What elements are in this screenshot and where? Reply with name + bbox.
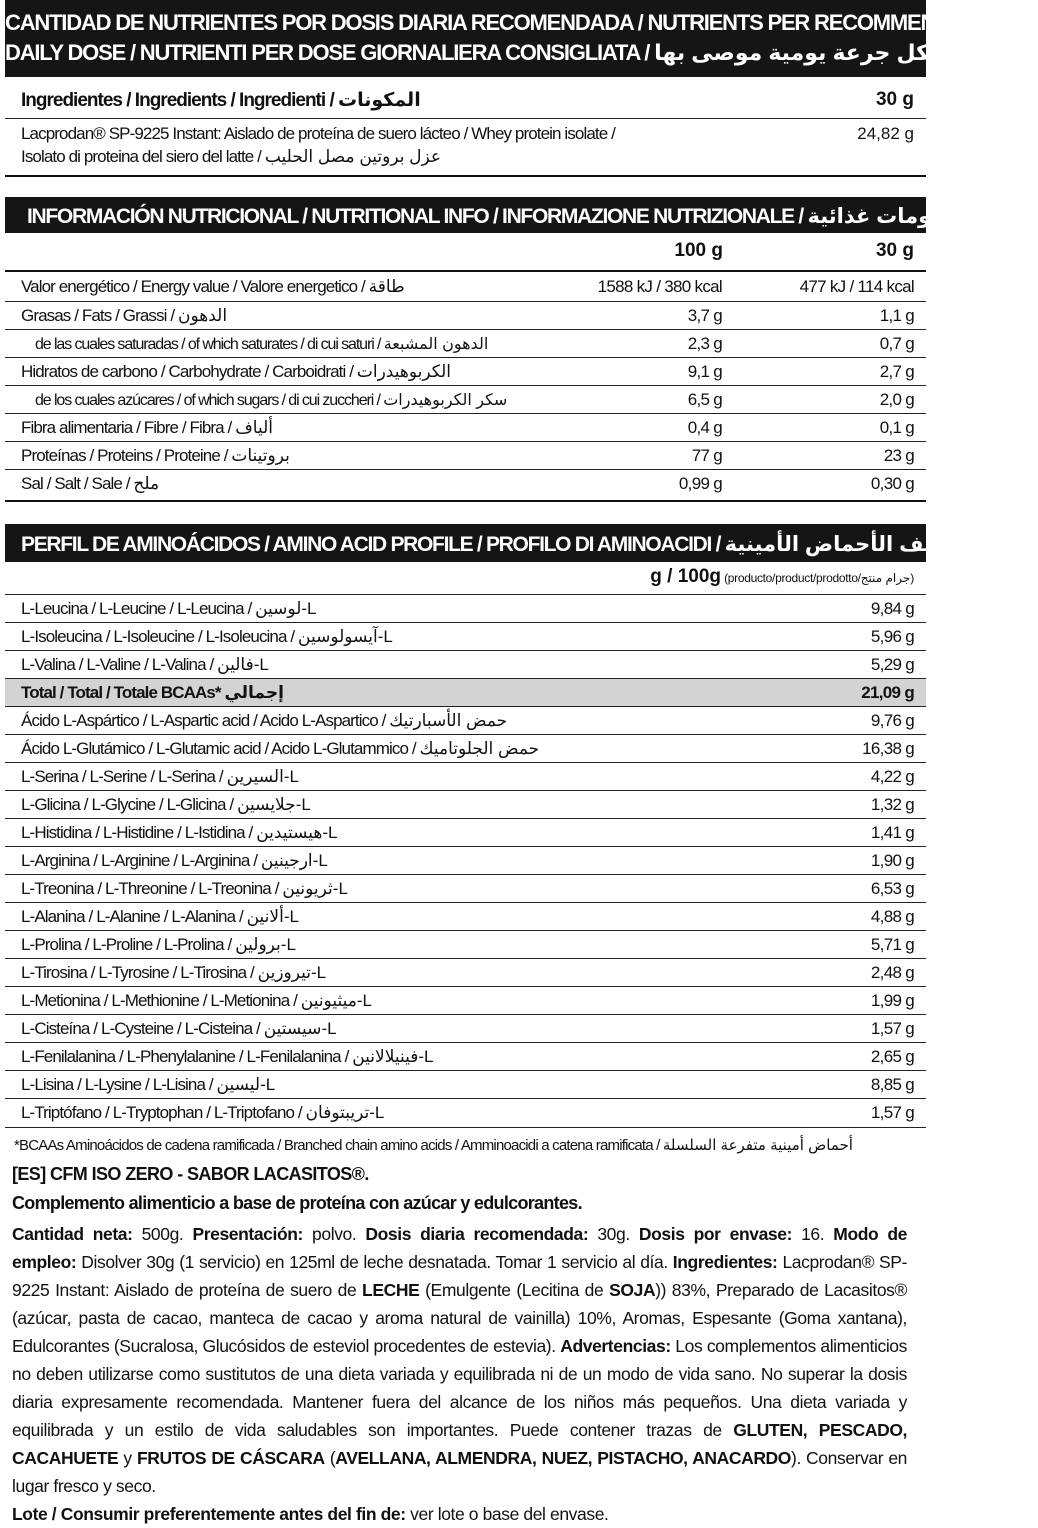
amino-row (5, 818, 926, 847)
amino-row (5, 1042, 926, 1071)
warnings-conj: y (118, 1448, 137, 1468)
nutrition-heading: INFORMACIÓN NUTRICIONAL / NUTRITIONAL INFO / INFORMAZIONE NUTRIZIONALE / معلومات غذائية (27, 205, 965, 228)
product-subtitle: Complemento alimenticio a base de proteína con azúcar y edulcorantes. (12, 1193, 582, 1213)
nutrition-label: Fibra alimentaria / Fibre / Fibra / ألياف (21, 418, 274, 437)
amino-row (5, 1014, 926, 1043)
nutrition-header (5, 197, 965, 233)
allergen-traces: GLUTEN, PESCADO, CACAHUETE (12, 1420, 907, 1468)
nutrition-value-100g: 2,3 g (687, 334, 722, 353)
nutrition-label: Grasas / Fats / Grassi / الدهون (21, 306, 228, 325)
amino-row (5, 650, 926, 679)
amino-label: L-Metionina / L-Methionine / L-Metionina / ميثيونين-L (21, 991, 372, 1010)
warnings-close: ). Conservar en lugar fresco y seco. (12, 1448, 908, 1496)
amino-total-row (5, 678, 926, 707)
nutrition-label: Hidratos de carbono / Carbohydrate / Carboidrati / الكربوهيدرات (21, 362, 451, 381)
amino-value: 9,84 g (870, 599, 914, 618)
bcaa-footnote: *BCAAs Aminoácidos de cadena ramificada / Branched chain amino acids / Amminoacidi a catena ramificata / أحماض أمينية متفرعة السلسلة (14, 1137, 853, 1154)
amino-label: L-Leucina / L-Leucine / L-Leucina / لوسين-L (21, 599, 316, 618)
amino-label: L-Lisina / L-Lysine / L-Lisina / ليسين-L (21, 1075, 275, 1094)
lot-label: Lote / Consumir preferentemente antes del fin de: (12, 1504, 406, 1524)
warnings-text: Los complementos alimenticios no deben utilizarse como sustitutos de una dieta variada y equilibrada ni de un modo de vida sano. No superar la dosis diaria expresamente recomendada. Mantener fuera del alcance de los niños más pequeños. Una dieta variada y equilibrada y un estilo de vida saludables son importantes. Puede contener trazas de (12, 1336, 907, 1440)
nutrition-value-100g: 0,99 g (678, 474, 722, 493)
allergen-soy: SOJA (609, 1280, 656, 1300)
amino-row (5, 790, 926, 819)
amino-value: 1,99 g (870, 991, 914, 1010)
net-label: Cantidad neta: (12, 1224, 133, 1244)
divider (5, 270, 926, 272)
header-daily-dose (5, 0, 1038, 77)
amino-row (5, 874, 926, 903)
amino-label: Total / Total / Totale BCAAs* إجمالي (21, 683, 284, 702)
amino-row (5, 734, 926, 763)
usage-label: Modo de empleo: (12, 1224, 907, 1272)
amino-label: L-Prolina / L-Proline / L-Prolina / برولين-L (21, 935, 296, 954)
divider (5, 1127, 926, 1128)
ingredients-dose: 30 g (875, 89, 914, 110)
presentation-label: Presentación: (192, 1224, 303, 1244)
ingredients-text-a: Lacprodan® SP-9225 Instant: Aislado de proteína de suero de (12, 1252, 908, 1300)
amino-row (5, 958, 926, 987)
amino-value: 2,65 g (870, 1047, 914, 1066)
amino-row (5, 1070, 926, 1099)
divider (5, 118, 926, 119)
nutrition-value-100g: 3,7 g (687, 306, 722, 325)
allergen-milk: LECHE (362, 1280, 420, 1300)
amino-value: 1,57 g (870, 1019, 914, 1038)
amino-unit-label (650, 566, 914, 588)
amino-label: L-Fenilalanina / L-Phenylalanine / L-Fenilalanina / فينيلالانين-L (21, 1047, 433, 1066)
amino-label: L-Serina / L-Serine / L-Serina / السيرين-L (21, 767, 299, 786)
amino-value: 2,48 g (870, 963, 914, 982)
amino-label: L-Glicina / L-Glycine / L-Glicina / جلايسين-L (21, 795, 310, 814)
nutrition-label: de los cuales azúcares / of which sugars / di cui zuccheri / سكر الكربوهيدرات (35, 392, 508, 409)
amino-row (5, 706, 926, 735)
nutrition-value-30g: 0,7 g (879, 334, 914, 353)
amino-label: L-Histidina / L-Histidine / L-Istidina / هيستيدين-L (21, 823, 337, 842)
nutrition-value-30g: 23 g (883, 446, 914, 465)
amino-value: 4,22 g (870, 767, 914, 786)
amino-value: 4,88 g (870, 907, 914, 926)
amino-value: 5,96 g (870, 627, 914, 646)
ingredient-value: 24,82 g (857, 124, 914, 143)
nutrition-row (5, 413, 926, 442)
nutrition-row (5, 329, 926, 358)
amino-value: 5,29 g (870, 655, 914, 674)
nutrition-label: Sal / Salt / Sale / ملح (21, 474, 160, 493)
doses-per-pack-label: Dosis por envase: (638, 1224, 793, 1244)
amino-unit-sub: (producto/product/prodotto/جرام منتج) (721, 571, 914, 585)
ingredients-text-c: )) 83%, Preparado de Lacasitos® (azúcar, pasta de cacao, manteca de cacao y aroma natural de vainilla) 10%, Aromas, Espesante (Goma xantana), Edulcorantes (Sucralosa, Glucósidos de esteviol procedentes de estevia). (12, 1280, 907, 1356)
amino-value: 1,57 g (870, 1103, 914, 1122)
nutrition-row (5, 273, 926, 301)
doses-per-pack-value: 16. (792, 1224, 834, 1244)
nutrition-value-30g: 0,1 g (879, 418, 914, 437)
nutrition-value-30g: 2,0 g (879, 390, 914, 409)
amino-value: 21,09 g (861, 683, 914, 702)
amino-label: L-Tirosina / L-Tyrosine / L-Tirosina / تيروزين-L (21, 963, 326, 982)
amino-label: L-Alanina / L-Alanine / L-Alanina / ألانين-L (21, 907, 299, 926)
nutrition-label: de las cuales saturadas / of which saturates / di cui saturi / الدهون المشبعة (35, 336, 489, 353)
nutrition-value-30g: 2,7 g (879, 362, 914, 381)
divider (5, 500, 926, 502)
amino-value: 1,32 g (870, 795, 914, 814)
nutrition-value-30g: 1,1 g (879, 306, 914, 325)
col-header-100g: 100 g (674, 240, 723, 261)
amino-label: L-Valina / L-Valine / L-Valina / فالين-L (21, 655, 268, 674)
warnings-open: ( (324, 1448, 336, 1468)
amino-label: L-Triptófano / L-Tryptophan / L-Triptofano / تريبتوفان-L (21, 1103, 384, 1122)
warnings-label: Advertencias: (560, 1336, 671, 1356)
nutrition-label: Proteínas / Proteins / Proteine / بروتينات (21, 446, 290, 465)
nutrition-value-100g: 1588 kJ / 380 kcal (597, 277, 722, 296)
amino-unit-main: g / 100g (650, 566, 722, 587)
amino-row (5, 1098, 926, 1127)
amino-heading: PERFIL DE AMINOÁCIDOS / AMINO ACID PROFILE / PROFILO DI AMINOACIDI / ملف تعريف الأحماض الأمينية (21, 533, 1018, 556)
nutrition-value-100g: 9,1 g (687, 362, 722, 381)
allergen-nuts: FRUTOS DE CÁSCARA (136, 1448, 325, 1468)
net-value: 500g. (132, 1224, 193, 1244)
nutrition-value-100g: 77 g (691, 446, 722, 465)
ingredients-heading: Ingredientes / Ingredients / Ingredienti / المكونات (21, 90, 421, 111)
amino-value: 1,90 g (870, 851, 914, 870)
header-daily-dose-line2: DAILY DOSE / NUTRIENTI PER DOSE GIORNALIERA CONSIGLIATA / المغذيات لكل جرعة يومية موصى بها (5, 40, 1038, 65)
dose-label: Dosis diaria recomendada: (365, 1224, 589, 1244)
allergen-nut-list: AVELLANA, ALMENDRA, NUEZ, PISTACHO, ANACARDO (335, 1448, 792, 1468)
amino-label: L-Treonina / L-Threonine / L-Treonina / ثريونين-L (21, 879, 347, 898)
amino-header (5, 524, 1018, 562)
nutrition-row (5, 441, 926, 470)
ingredient-line1: Lacprodan® SP-9225 Instant: Aislado de proteína de suero lácteo / Whey protein isolate / (21, 124, 615, 143)
divider (5, 175, 926, 177)
amino-value: 5,71 g (870, 935, 914, 954)
product-description (12, 1220, 907, 1528)
amino-row (5, 986, 926, 1015)
nutrition-row (5, 357, 926, 386)
amino-label: Ácido L-Aspártico / L-Aspartic acid / Acido L-Aspartico / حمض الأسبارتيك (21, 711, 508, 730)
nutrition-row (5, 469, 926, 498)
nutrition-value-30g: 477 kJ / 114 kcal (799, 277, 914, 296)
amino-label: L-Isoleucina / L-Isoleucine / L-Isoleucina / آيسولوسين-L (21, 627, 392, 646)
amino-label: Ácido L-Glutámico / L-Glutamic acid / Acido L-Glutammico / حمض الجلوتاميك (21, 739, 540, 758)
amino-value: 1,41 g (870, 823, 914, 842)
amino-value: 8,85 g (870, 1075, 914, 1094)
amino-row (5, 762, 926, 791)
nutrition-value-100g: 6,5 g (687, 390, 722, 409)
nutrition-row (5, 385, 926, 414)
amino-row (5, 930, 926, 959)
ingredients-label: Ingredientes: (672, 1252, 778, 1272)
nutrition-label: Valor energético / Energy value / Valore energetico / طاقة (21, 277, 405, 296)
amino-value: 6,53 g (870, 879, 914, 898)
ingredient-line2: Isolato di proteina del siero del latte / عزل بروتين مصل الحليب (21, 147, 442, 166)
amino-value: 16,38 g (862, 739, 914, 758)
amino-value: 9,76 g (870, 711, 914, 730)
product-title: [ES] CFM ISO ZERO - SABOR LACASITOS®. (12, 1164, 369, 1184)
dose-value: 30g. (588, 1224, 639, 1244)
amino-row (5, 902, 926, 931)
nutrition-row (5, 301, 926, 330)
col-header-30g: 30 g (875, 240, 914, 261)
nutrition-value-30g: 0,30 g (870, 474, 914, 493)
nutrition-value-100g: 0,4 g (687, 418, 722, 437)
amino-label: L-Cisteína / L-Cysteine / L-Cisteina / سيستين-L (21, 1019, 336, 1038)
presentation-value: polvo. (302, 1224, 366, 1244)
lot-value: ver lote o base del envase. (405, 1504, 609, 1524)
ingredients-text-b: (Emulgente (Lecitina de (419, 1280, 610, 1300)
amino-row (5, 846, 926, 875)
header-daily-dose-line1: CANTIDAD DE NUTRIENTES POR DOSIS DIARIA RECOMENDADA / NUTRIENTS PER RECOMMENDED (5, 10, 979, 35)
amino-row (5, 622, 926, 651)
usage-value: Disolver 30g (1 servicio) en 125ml de leche desnatada. Tomar 1 servicio al día. (76, 1252, 673, 1272)
amino-label: L-Arginina / L-Arginine / L-Arginina / ارجينين-L (21, 851, 327, 870)
amino-row (5, 594, 926, 623)
